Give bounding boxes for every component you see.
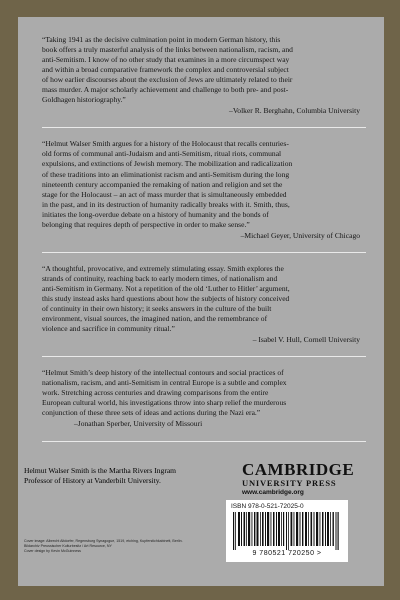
review-attribution: –Volker R. Berghahn, Columbia University: [229, 106, 360, 116]
barcode-bars-icon: [231, 512, 343, 550]
review-berghahn: [42, 35, 366, 116]
barcode-digits: 9 780521 720250 >: [252, 550, 322, 557]
review-geyer: [42, 139, 366, 240]
review-attribution: – Isabel V. Hull, Cornell University: [252, 335, 360, 345]
isbn-barcode: [226, 500, 348, 562]
review-hull: [42, 264, 366, 345]
divider: [42, 356, 366, 357]
cover-credits: Cover image: Albrecht Altdorfer, Regensburg Synagogue, 1519, etching, Kupferstichkabinett, Berlin. Bildarchiv Preussischer Kulturbesitz / Art Resource, NY Cover design by Kevin McGuinness: [24, 539, 183, 553]
publisher-url: www.cambridge.org: [242, 489, 304, 496]
review-sperber: [42, 368, 366, 429]
divider: [42, 252, 366, 253]
divider: [42, 127, 366, 128]
divider: [42, 441, 366, 442]
review-attribution: –Jonathan Sperber, University of Missouri: [74, 419, 203, 429]
publisher-name: CAMBRIDGE: [242, 460, 355, 479]
review-quote: “Helmut Smith’s deep history of the intellectual contours and social practices of nationalism, racism, and anti-Semitism in central Europe is a subtle and complex work. Stretching across centuries and drawing comparisons from the entire European cultural world, his investigations throw into sharp relief the murderous conjunction of these three sets of ideas and actions during the Nazi era.”: [42, 368, 287, 418]
review-quote: “Helmut Walser Smith argues for a history of the Holocaust that recalls centuries- old forms of communal anti-Judaism and anti-Semitism, ritual riots, communal expulsions, and extinctions of Jewish memory. The mobilization and radicalization of these traditions into an eliminationist racism and anti-Semitism during the long nineteenth century accompanied the remaking of nation and religion and set the stage for the Holocaust – an act of mass murder that is simultaneously embedded in the past, and in its destruction of humanity radically breaks with it. Smith, thus, initiates the long-overdue debate on a history of humanity and the bonds of belonging that requires depth of perspective in order to make sense.”: [42, 139, 293, 229]
publisher-subtitle: UNIVERSITY PRESS: [242, 478, 337, 488]
review-quote: “Taking 1941 as the decisive culmination point in modern German history, this book offers a truly masterful analysis of the links between nationalism, racism, and anti-Semitism. I know of no other study that examines in a more circumspect way and within a broad comparative framework the complex and controversial subject of how earlier discourses about the exclusion of Jews are ultimately related to their mass murder. A major scholarly achievement and challenge to both pre- and post- Goldhagen historiography.”: [42, 35, 293, 105]
review-attribution: –Michael Geyer, University of Chicago: [240, 230, 360, 240]
isbn-label: ISBN 978-0-521-72025-0: [231, 503, 304, 510]
author-bio: Helmut Walser Smith is the Martha Rivers Ingram Professor of History at Vanderbilt University.: [24, 466, 177, 486]
publisher-logo: [242, 462, 382, 497]
review-quote: “A thoughtful, provocative, and extremely stimulating essay. Smith explores the strands of continuity, reaching back to early modern times, of nationalism and anti-Semitism in Germany. Not a repetition of the old ‘Luther to Hitler’ argument, this study instead asks hard questions about how the subjects of history conceived of continuity in their own history; it seeks answers in the culture of the built environment, visual sources, the imagined nation, and the remembrance of violence and sacrifice in community ritual.”: [42, 263, 290, 334]
